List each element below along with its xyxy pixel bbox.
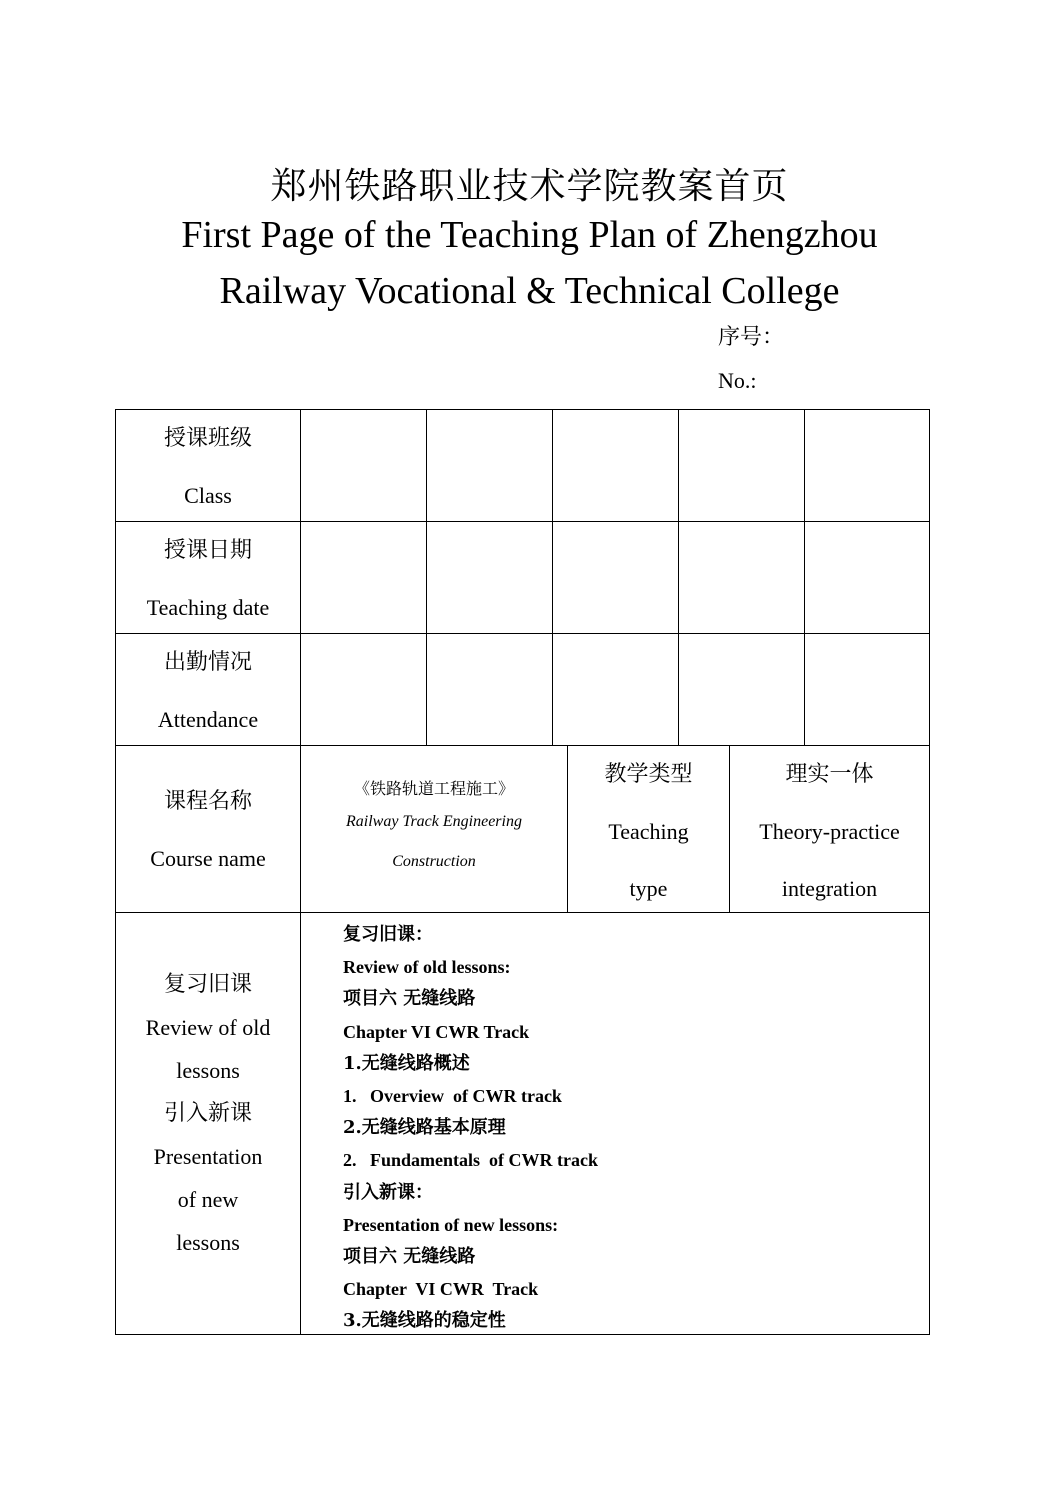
attendance-cell-3[interactable]: [553, 634, 679, 745]
date-cell-5[interactable]: [805, 522, 929, 633]
date-cell-3[interactable]: [553, 522, 679, 633]
page-title-chinese: 郑州铁路职业技术学院教案首页: [270, 166, 789, 207]
teaching-type-label-cn: 教学类型: [604, 762, 693, 787]
course-value-en-line1: Railway Track Engineering: [346, 813, 522, 830]
class-cell-3[interactable]: [553, 410, 679, 521]
date-cell-1[interactable]: [301, 522, 427, 633]
lesson-content: [343, 919, 598, 1338]
new-label-en-line1: Presentation: [153, 1144, 263, 1169]
review-label-cn: 复习旧课: [163, 972, 252, 997]
new-label-en-line2: of new: [177, 1187, 239, 1212]
course-name-label-cell: [116, 746, 301, 912]
content-line: Presentation of new lessons:: [343, 1214, 559, 1235]
course-value-cell: [301, 746, 568, 912]
class-cell-2[interactable]: [427, 410, 553, 521]
content-line: 1. Overview of CWR track: [343, 1086, 562, 1107]
class-label-cell: [116, 410, 301, 521]
class-label-cn: 授课班级: [163, 426, 252, 451]
attendance-cell-2[interactable]: [427, 634, 553, 745]
attendance-label-cn: 出勤情况: [163, 650, 252, 675]
lesson-content-cell: [301, 913, 929, 1334]
class-cell-1[interactable]: [301, 410, 427, 521]
attendance-label-cell: [116, 634, 301, 745]
review-label-en-line2: lessons: [176, 1058, 240, 1083]
content-line: Review of old lessons:: [343, 957, 511, 978]
course-value-en-line2: Construction: [392, 853, 476, 870]
content-line: 2.无缝线路基本原理: [343, 1117, 506, 1139]
date-label-en: Teaching date: [146, 595, 270, 620]
teaching-type-value-en-line1: Theory-practice: [759, 819, 900, 844]
content-line: 3.无缝线路的稳定性: [343, 1310, 506, 1332]
teaching-type-label-cell: [568, 746, 730, 912]
teaching-type-value-cell: [730, 746, 929, 912]
serial-number-label-cn: 序号：: [718, 325, 785, 350]
class-cell-4[interactable]: [679, 410, 805, 521]
teaching-type-value-en-line2: integration: [781, 876, 878, 901]
teaching-type-label-en-line2: type: [629, 876, 668, 901]
table-row-teaching-date: [116, 522, 929, 634]
teaching-plan-table: [115, 409, 930, 1335]
content-line: Chapter VI CWR Track: [343, 1021, 530, 1042]
attendance-cell-4[interactable]: [679, 634, 805, 745]
content-line: 项目六 无缝线路: [343, 1246, 476, 1268]
course-name-label-cn: 课程名称: [163, 789, 252, 814]
attendance-cell-5[interactable]: [805, 634, 929, 745]
teaching-type-value-cn: 理实一体: [785, 762, 874, 787]
teaching-type-label-en-line1: Teaching: [608, 819, 689, 844]
page-title-english-line2: Railway Vocational & Technical College: [219, 270, 840, 312]
class-label-en: Class: [184, 483, 232, 508]
new-label-en-line3: lessons: [176, 1230, 240, 1255]
table-row-class: [116, 410, 929, 522]
date-label-cell: [116, 522, 301, 633]
attendance-cell-1[interactable]: [301, 634, 427, 745]
new-label-cn: 引入新课: [163, 1101, 252, 1126]
date-cell-2[interactable]: [427, 522, 553, 633]
content-line: 项目六 无缝线路: [343, 988, 476, 1010]
review-label-cell: [116, 913, 301, 1334]
table-row-review-presentation: [116, 913, 929, 1334]
table-row-attendance: [116, 634, 929, 746]
class-cell-5[interactable]: [805, 410, 929, 521]
content-line: 2. Fundamentals of CWR track: [343, 1150, 598, 1171]
review-label-en-line1: Review of old: [145, 1015, 271, 1040]
course-name-label-en: Course name: [150, 846, 266, 871]
serial-number-label-en: No.:: [718, 368, 757, 393]
date-label-cn: 授课日期: [163, 538, 252, 563]
content-line: 引入新课：: [343, 1181, 433, 1203]
content-line: 复习旧课：: [343, 924, 433, 945]
content-line: Chapter VI CWR Track: [343, 1279, 539, 1300]
table-row-course-name: [116, 746, 929, 913]
date-cell-4[interactable]: [679, 522, 805, 633]
attendance-label-en: Attendance: [157, 707, 259, 732]
course-value-cn: 《铁路轨道工程施工》: [353, 779, 514, 798]
content-line: 1.无缝线路概述: [343, 1052, 470, 1074]
page-title-english-line1: First Page of the Teaching Plan of Zhengzhou: [181, 214, 878, 256]
